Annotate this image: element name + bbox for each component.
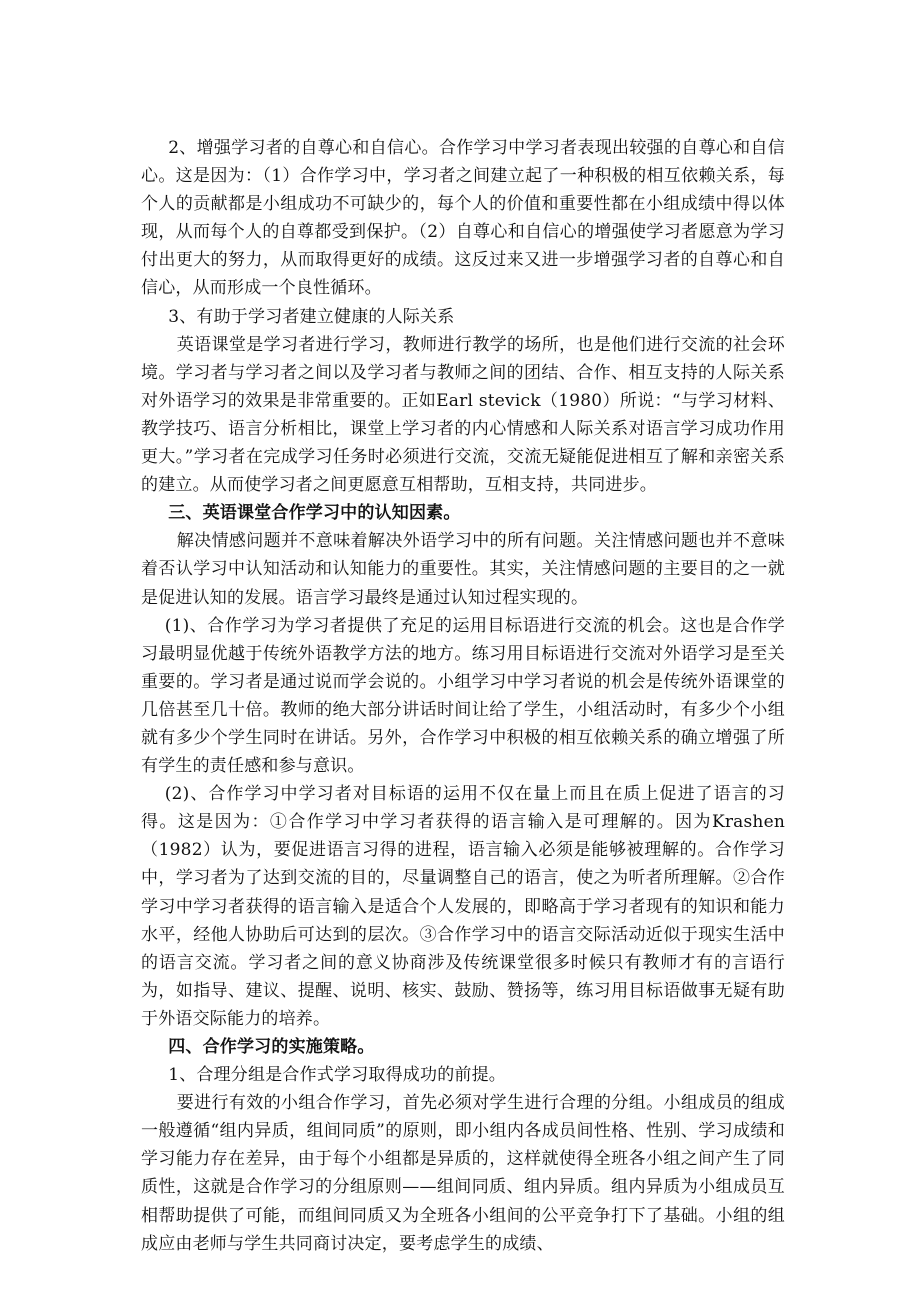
section-heading-cognitive: 三、英语课堂合作学习中的认知因素。 [168,503,461,524]
section-heading-strategies: 四、合作学习的实施策略。 [168,1037,375,1057]
paragraph-affective-issues: 解决情感问题并不意味着解决外语学习中的所有问题。关注情感问题也并不意味着否认学习中认知活动和认知能力的重要性。其实，关注情感问题的主要目的之一就是促进认知的发展。语言学习最终是通过认知过程实现的。 [141,531,785,608]
paragraph-grouping: 要进行有效的小组合作学习，首先必须对学生进行合理的分组。小组成员的组成一般遵循“组内异质，组间同质”的原则，即小组内各成员间性格、性别、学习成绩和学习能力存在差异，由于每个小组都是异质的，这样就使得全班各小组之间产生了同质性，这就是合作学习的分组原则——组间同质、组内异质。组内异质为小组成员互相帮助提供了可能，而组间同质又为全班各小组间的公平竞争打下了基础。小组的组成应由老师与学生共同商讨决定，要考虑学生的成绩、 [141,1093,785,1254]
paragraph-self-esteem: 2、增强学习者的自尊心和自信心。合作学习中学习者表现出较强的自尊心和自信心。这是因为：（1）合作学习中，学习者之间建立起了一种积极的相互依赖关系，每个人的贡献都是小组成功不可缺少的，每个人的价值和重要性都在小组成绩中得以体现，从而每个人的自尊都受到保护。（2）自尊心和自信心的增强使学习者愿意为学习付出更大的努力，从而取得更好的成绩。这反过来又进一步增强学习者的自尊心和自信心，从而形成一个良性循环。 [141,138,785,299]
paragraph-point-2: (2)、合作学习中学习者对目标语的运用不仅在量上而且在质上促进了语言的习得。这是因为：①合作学习中学习者获得的语言输入是可理解的。因为Krashen（1982）认为，要促进语言习得的进程，语言输入必须是能够被理解的。合作学习中，学习者为了达到交流的目的，尽量调整自己的语言，使之为听者所理解。②合作学习中学习者获得的语言输入是适合个人发展的，即略高于学习者现有的知识和能力水平，经他人协助后可达到的层次。③合作学习中的语言交际活动近似于现实生活中的语言交流。学习者之间的意义协商涉及传统课堂很多时候只有教师才有的言语行为，如指导、建议、提醒、说明、核实、鼓励、赞扬等，练习用目标语做事无疑有助于外语交际能力的培养。 [141,784,785,1029]
paragraph-classroom-environment: 英语课堂是学习者进行学习，教师进行教学的场所，也是他们进行交流的社会环境。学习者与学习者之间以及学习者与教师之间的团结、合作、相互支持的人际关系对外语学习的效果是非常重要的。正如Earl stevick（1980）所说：“与学习材料、教学技巧、语言分析相比，课堂上学习者的内心情感和人际关系对语言学习成功作用更大。”学习者在完成学习任务时必须进行交流，交流无疑能促进相互了解和亲密关系的建立。从而使学习者之间更愿意互相帮助，互相支持，共同进步。 [141,334,785,496]
paragraph-relationships-title: 3、有助于学习者建立健康的人际关系 [168,306,455,327]
paragraph-point-1: (1)、合作学习为学习者提供了充足的运用目标语进行交流的机会。这也是合作学习最明显优越于传统外语教学方法的地方。练习用目标语进行交流对外语学习是至关重要的。学习者是通过说而学会说的。小组学习中学习者说的机会是传统外语课堂的几倍甚至几十倍。教师的绝大部分讲话时间让给了学生，小组活动时，有多少个小组就有多少个学生同时在讲话。另外，合作学习中积极的相互依赖关系的确立增强了所有学生的责任感和参与意识。 [141,615,785,777]
document-page [141,134,785,1258]
paragraph-grouping-title: 1、合理分组是合作式学习取得成功的前提。 [168,1065,507,1086]
